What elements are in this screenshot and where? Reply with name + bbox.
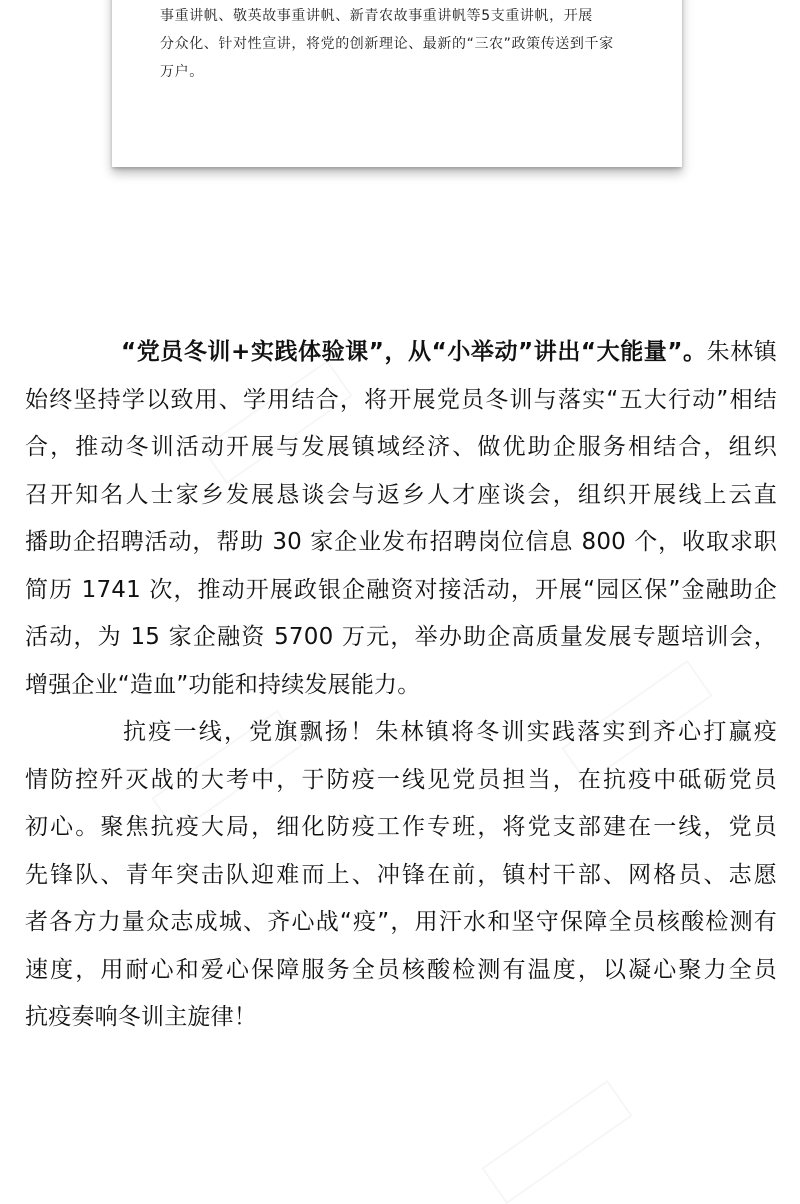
paragraph-line: 抗疫一线，党旗飘扬！朱林镇将冬训实践落实到齐心打赢疫: [121, 719, 777, 745]
paragraph-line: 合，推动冬训活动开展与发展镇域经济、做优助企服务相结合，组织: [25, 434, 777, 460]
paragraph-line: 抗疫奏响冬训主旋律！: [25, 1004, 257, 1030]
paragraph-2: [25, 709, 777, 1042]
card-line: 分众化、针对性宣讲，将党的创新理论、最新的“三农”政策传送到千家: [160, 36, 614, 52]
paragraph-line: 增强企业“造血”功能和持续发展能力。: [25, 671, 421, 698]
paragraph-line: 活动，为 15 家企融资 5700 万元，举办助企高质量发展专题培训会，: [25, 624, 777, 650]
watermark: [481, 1080, 632, 1204]
paragraph-heading: “党员冬训+实践体验课”，从“小举动”讲出“大能量”。: [121, 339, 707, 365]
paragraph-1: [25, 329, 777, 709]
paragraph-line: 初心。聚焦抗疫大局，细化防疫工作专班，将党支部建在一线，党员: [25, 814, 777, 840]
summary-card: [112, 0, 682, 167]
paragraph-line: 播助企招聘活动，帮助 30 家企业发布招聘岗位信息 800 个，收取求职: [25, 529, 777, 555]
paragraph-line: “党员冬训+实践体验课”，从“小举动”讲出“大能量”。朱林镇: [121, 339, 777, 365]
paragraph-line: 情防控歼灭战的大考中，于防疫一线见党员担当，在抗疫中砥砺党员: [25, 766, 777, 793]
card-text: [160, 2, 650, 86]
card-line: 万户。: [160, 64, 204, 80]
paragraph-line: 速度，用耐心和爱心保障服务全员核酸检测有温度，以凝心聚力全员: [25, 956, 777, 983]
paragraph-line: 始终坚持学以致用、学用结合，将开展党员冬训与落实“五大行动”相结: [25, 386, 777, 413]
paragraph-line: 者各方力量众志成城、齐心战“疫”，用汗水和坚守保障全员核酸检测有: [25, 909, 777, 935]
article-body: [25, 329, 777, 1042]
paragraph-line: 先锋队、青年突击队迎难而上、冲锋在前，镇村干部、网格员、志愿: [25, 861, 777, 888]
paragraph-line: 召开知名人士家乡发展恳谈会与返乡人才座谈会，组织开展线上云直: [25, 481, 777, 508]
paragraph-line: 简历 1741 次，推动开展政银企融资对接活动，开展“园区保”金融助企: [25, 576, 777, 603]
card-line: 事重讲帆、敬英故事重讲帆、新青农故事重讲帆等5支重讲帆，开展: [160, 8, 593, 24]
